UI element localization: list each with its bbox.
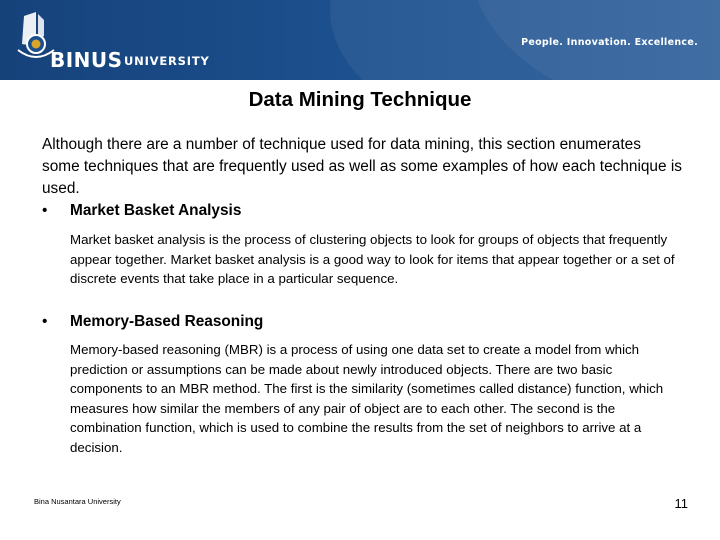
footer-institution: Bina Nusantara University: [34, 497, 121, 506]
slide-title: Data Mining Technique: [248, 88, 472, 111]
logo-wordmark: BINUS: [50, 48, 123, 72]
bullet-heading: Market Basket Analysis: [70, 202, 242, 219]
binus-logo: [14, 10, 214, 72]
bullet-heading: Memory-Based Reasoning: [70, 313, 264, 330]
bullet-marker: •: [42, 313, 48, 330]
page-number: 11: [674, 496, 688, 511]
intro-paragraph: Although there are a number of technique used for data mining, this section enumerates some techniques that are frequently used as well as some examples of how each technique is used.: [42, 136, 682, 197]
header-banner: [0, 0, 720, 80]
bullet-marker: •: [42, 202, 48, 219]
memory-based-description: Memory-based reasoning (MBR) is a process of using one data set to create a model from which prediction or assumptions can be made about newly introduced objects. There are two basic components to an MBR method. The first is the similarity (sometimes called distance) function, which measures how similar the members of any pair of object are to each other. The second is the combination function, which is used to combine the results from the set of neighbors to arrive at a decision.: [70, 342, 664, 455]
tagline: People. Innovation. Excellence.: [521, 37, 698, 48]
logo-subtext: UNIVERSITY: [124, 54, 210, 68]
market-basket-description: Market basket analysis is the process of clustering objects to look for groups of objects that frequently appear together. Market basket analysis is a good way to look for items that appear together or a set of discrete events that take place in a particular sequence.: [70, 232, 675, 286]
